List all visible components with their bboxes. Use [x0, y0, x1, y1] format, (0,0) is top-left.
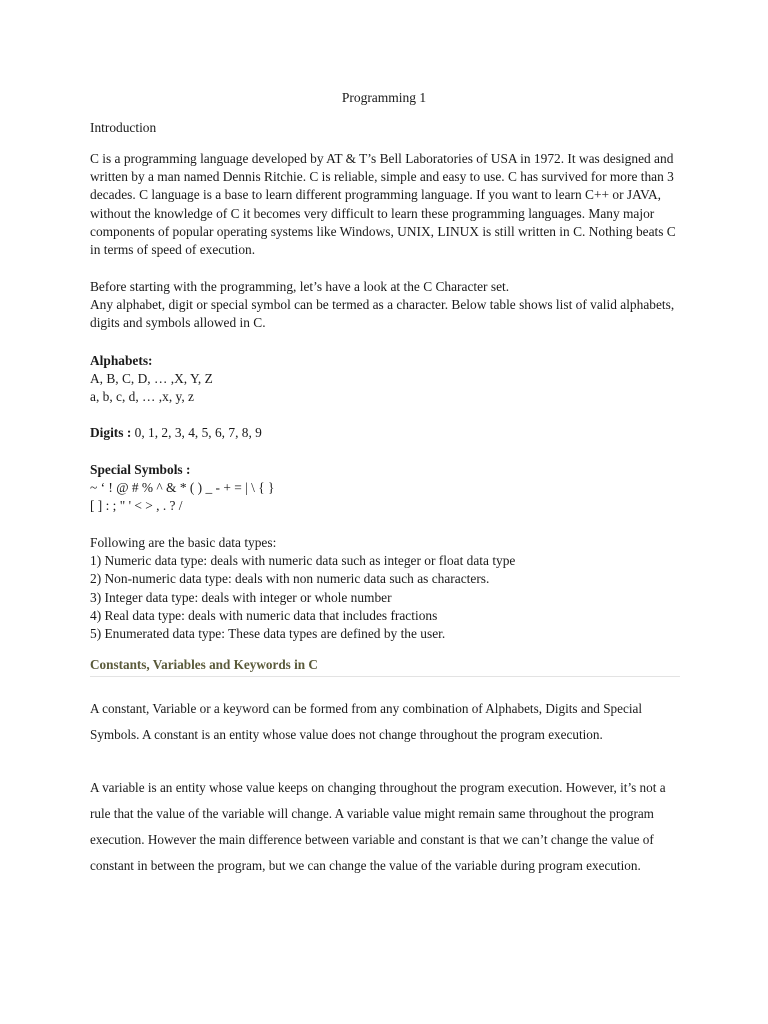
character-set-paragraph: [90, 278, 680, 333]
data-types-section: [90, 534, 680, 643]
digits-section: [90, 424, 680, 442]
character-set-intro-line: Before starting with the programming, let’s have a look at the C Character set.: [90, 279, 510, 294]
list-item: 1) Numeric data type: deals with numeric data such as integer or float data type: [90, 553, 516, 569]
character-set-description: Any alphabet, digit or special symbol can be termed as a character. Below table shows list of valid alphabets, digits and symbols allowed in C.: [90, 297, 675, 331]
digits-label: Digits :: [90, 425, 132, 440]
special-symbols-section: [90, 461, 680, 516]
alphabets-uppercase: A, B, C, D, … ,X, Y, Z: [90, 371, 213, 387]
list-item: 5) Enumerated data type: These data types are defined by the user.: [90, 626, 446, 642]
constants-paragraph: A constant, Variable or a keyword can be formed from any combination of Alphabets, Digits and Special Symbols. A constant is an entity whose value does not change throughout the program execution.: [90, 701, 643, 743]
data-types-intro: Following are the basic data types:: [90, 535, 277, 550]
digits-values: 0, 1, 2, 3, 4, 5, 6, 7, 8, 9: [131, 425, 262, 440]
special-symbols-label: Special Symbols :: [90, 462, 191, 477]
list-item: 2) Non-numeric data type: deals with non numeric data such as characters.: [90, 571, 490, 587]
list-item: 4) Real data type: deals with numeric data that includes fractions: [90, 607, 438, 623]
special-symbols-line-1: ~ ‘ ! @ # % ^ & * ( ) _ - + = | \ { }: [90, 480, 275, 496]
section-heading: Constants, Variables and Keywords in C: [90, 656, 680, 677]
intro-paragraph: C is a programming language developed by AT & T’s Bell Laboratories of USA in 1972. It was designed and written by a man named Dennis Ritchie. C is reliable, simple and easy to use. C has survived for more than 3 decades. C language is a base to learn different programming language. If you want to learn C++ or JAVA, without the knowledge of C it becomes very difficult to learn these programming languages. Many major components of popular operating systems like Windows, UNIX, LINUX is still written in C. Nothing beats C in terms of speed of execution.: [90, 151, 676, 258]
alphabets-label: Alphabets:: [90, 353, 153, 368]
document-title: Programming 1: [341, 90, 427, 105]
list-item: 3) Integer data type: deals with integer or whole number: [90, 589, 392, 605]
special-symbols-line-2: [ ] : ; " ' < > , . ? /: [90, 498, 183, 514]
variables-paragraph: A variable is an entity whose value keeps on changing throughout the program execution. However, it’s not a rule that the value of the variable will change. A variable value might remain same throughout the program execution. However the main difference between variable and constant is that we can’t change the value of constant in between the program, but we can change the value of the variable during program execution.: [90, 780, 666, 874]
alphabets-section: [90, 352, 680, 407]
alphabets-lowercase: a, b, c, d, … ,x, y, z: [90, 389, 194, 405]
intro-heading: Introduction: [90, 120, 157, 135]
